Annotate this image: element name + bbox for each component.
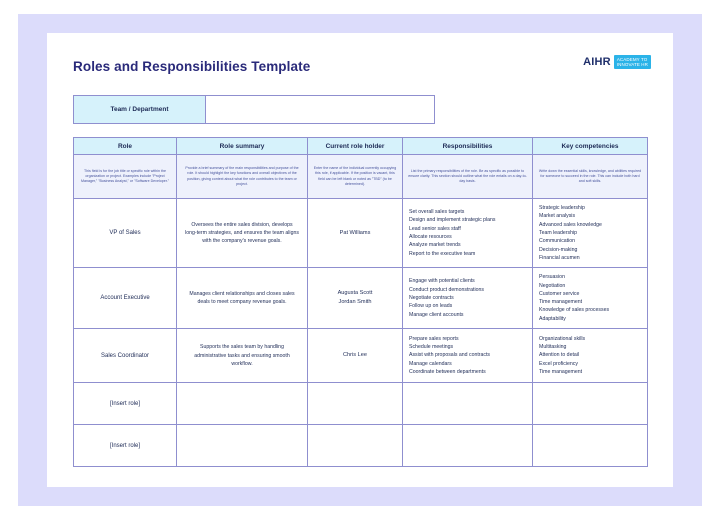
- column-header-role-summary: Role summary: [177, 138, 308, 155]
- hint-key-competencies: Write down the essential skills, knowledge, and abilities required for someone to succeed in the role. This can include both hard and soft skills.: [533, 155, 648, 199]
- responsibility-item: Analyze market trends: [409, 242, 461, 249]
- competency-item: Negotiation: [539, 282, 566, 289]
- responsibility-item: Coordinate between departments: [409, 369, 486, 376]
- holder-name: Jordan Smith: [338, 299, 372, 306]
- responsibility-item: Manage client accounts: [409, 311, 464, 318]
- document-page: [18, 14, 702, 506]
- table-row: [74, 383, 648, 425]
- holder-name: Pat Williams: [339, 229, 371, 236]
- responsibility-item: Manage calendars: [409, 360, 452, 367]
- logo-badge-line1: ACADEMY TO: [616, 57, 648, 62]
- competency-item: Time management: [539, 299, 583, 306]
- competency-item: Adaptability: [539, 315, 566, 322]
- responsibility-item: Engage with potential clients: [409, 278, 475, 285]
- hint-responsibilities: List the primary responsibilities of the role. Be as specific as possible to ensure clarity. This section should outline what the role entails on a day-to-day basis.: [403, 155, 533, 199]
- responsibility-item: Follow up on leads: [409, 303, 453, 310]
- document-sheet: [47, 33, 673, 487]
- cell-current-role-holder[interactable]: [308, 268, 403, 329]
- cell-responsibilities[interactable]: [403, 199, 533, 268]
- cell-current-role-holder[interactable]: [308, 425, 403, 467]
- responsibility-item: Negotiate contracts: [409, 294, 454, 301]
- cell-responsibilities[interactable]: [403, 268, 533, 329]
- competency-item: Advanced sales knowledge: [539, 221, 602, 228]
- responsibility-item: Schedule meetings: [409, 344, 454, 351]
- column-header-responsibilities: Responsibilities: [403, 138, 533, 155]
- page-title: Roles and Responsibilities Template: [73, 59, 311, 74]
- cell-role[interactable]: Sales Coordinator: [74, 329, 177, 383]
- responsibility-item: Assist with proposals and contracts: [409, 352, 491, 359]
- table-row: [74, 199, 648, 268]
- competency-item: Attention to detail: [539, 352, 580, 359]
- cell-responsibilities[interactable]: [403, 383, 533, 425]
- responsibility-item: Conduct product demonstrations: [409, 286, 484, 293]
- competency-item: Team leadership: [539, 229, 578, 236]
- cell-responsibilities[interactable]: [403, 425, 533, 467]
- competency-item: Time management: [539, 369, 583, 376]
- table-row: [74, 329, 648, 383]
- cell-role[interactable]: [Insert role]: [74, 425, 177, 467]
- cell-role-summary[interactable]: Oversees the entire sales division, develops long-term strategies, and ensures the team aligns with the company's revenue goals.: [177, 199, 308, 268]
- team-department-label: Team / Department: [74, 96, 206, 123]
- competency-item: Decision-making: [539, 246, 578, 253]
- responsibility-item: Design and implement strategic plans: [409, 217, 496, 224]
- responsibility-item: Lead senior sales staff: [409, 225, 461, 232]
- table-row: [74, 425, 648, 467]
- cell-current-role-holder[interactable]: [308, 383, 403, 425]
- roles-table: [73, 137, 648, 467]
- cell-key-competencies[interactable]: [533, 425, 648, 467]
- cell-current-role-holder[interactable]: [308, 199, 403, 268]
- cell-responsibilities[interactable]: [403, 329, 533, 383]
- responsibility-item: Prepare sales reports: [409, 335, 459, 342]
- team-department-field: [73, 95, 435, 124]
- cell-key-competencies[interactable]: [533, 383, 648, 425]
- competency-item: Excel proficiency: [539, 360, 578, 367]
- responsibility-item: Allocate resources: [409, 234, 452, 241]
- responsibility-item: Report to the executive team: [409, 250, 476, 257]
- team-department-input[interactable]: [206, 96, 434, 123]
- cell-role-summary[interactable]: Supports the sales team by handling administrative tasks and ensuring smooth workflow.: [177, 329, 308, 383]
- competency-item: Financial acumen: [539, 254, 580, 261]
- cell-role[interactable]: Account Executive: [74, 268, 177, 329]
- cell-role[interactable]: [Insert role]: [74, 383, 177, 425]
- competency-item: Persuasion: [539, 274, 565, 281]
- hint-role-summary: Provide a brief summary of the main responsibilities and purpose of the role. It should highlight the key functions and overall objectives of the position, giving context about what the role contributes to the team or project.: [177, 155, 308, 199]
- column-header-role: Role: [74, 138, 177, 155]
- cell-current-role-holder[interactable]: [308, 329, 403, 383]
- logo-badge: [614, 55, 651, 69]
- cell-role-summary[interactable]: [177, 425, 308, 467]
- competency-item: Knowledge of sales processes: [539, 307, 610, 314]
- logo-wordmark: AIHR: [583, 56, 611, 68]
- table-header-row: [74, 138, 648, 155]
- cell-role-summary[interactable]: Manages client relationships and closes sales deals to meet company revenue goals.: [177, 268, 308, 329]
- competency-item: Communication: [539, 238, 576, 245]
- competency-item: Organizational skills: [539, 335, 586, 342]
- cell-role-summary[interactable]: [177, 383, 308, 425]
- column-header-key-competencies: Key competencies: [533, 138, 648, 155]
- table-row: [74, 268, 648, 329]
- holder-name: Augusta Scott: [337, 290, 373, 297]
- cell-key-competencies[interactable]: [533, 199, 648, 268]
- competency-item: Market analysis: [539, 213, 576, 220]
- competency-item: Strategic leadership: [539, 205, 585, 211]
- cell-key-competencies[interactable]: [533, 268, 648, 329]
- competency-item: Multitasking: [539, 344, 567, 351]
- cell-role[interactable]: VP of Sales: [74, 199, 177, 268]
- cell-key-competencies[interactable]: [533, 329, 648, 383]
- table-hint-row: [74, 155, 648, 199]
- hint-role: This field is for the job title or specific role within the organization or project. Examples include "Project Manager," "Business Analyst," or "Software Developer.": [74, 155, 177, 199]
- logo-badge-line2: INNOVATE HR: [616, 62, 648, 67]
- brand-logo: [583, 55, 651, 69]
- column-header-current-role-holder: Current role holder: [308, 138, 403, 155]
- hint-current-role-holder: Enter the name of the individual currently occupying this role, if applicable. If the position is vacant, this field can be left blank or noted as "TBD" (to be determined).: [308, 155, 403, 199]
- holder-name: Chris Lee: [343, 352, 367, 359]
- competency-item: Customer service: [539, 290, 580, 297]
- responsibility-item: Set overall sales targets: [409, 209, 465, 216]
